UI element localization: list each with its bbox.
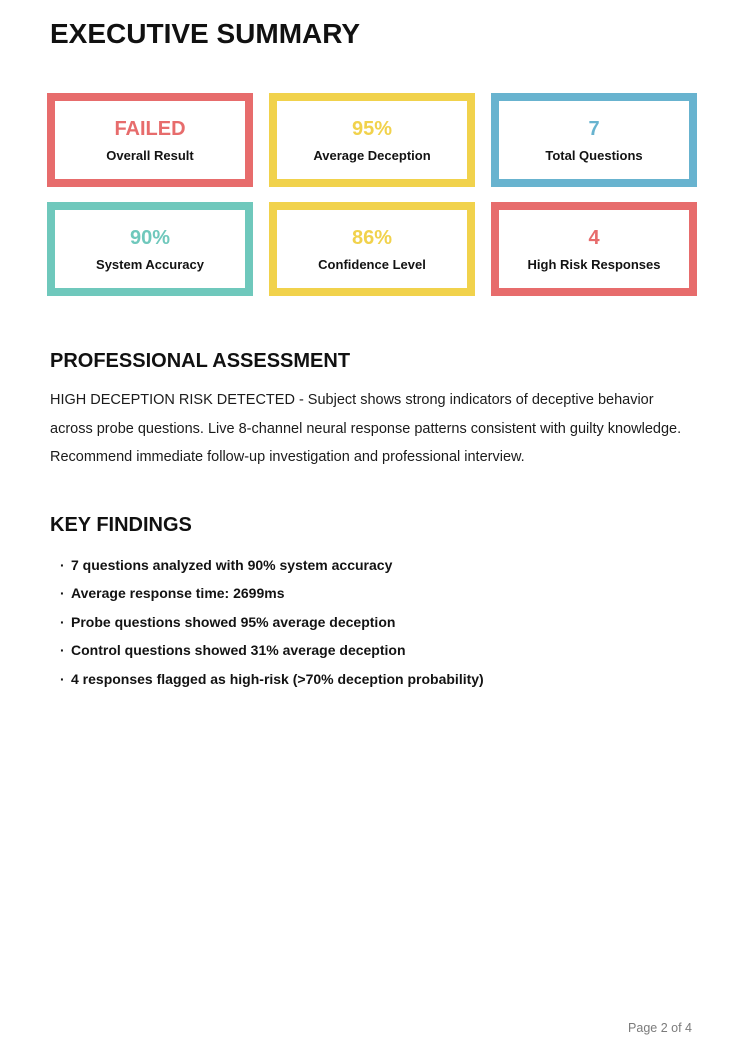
metric-value: 95% bbox=[351, 117, 393, 140]
metric-card-total-questions bbox=[491, 93, 697, 187]
key-finding-item bbox=[60, 608, 697, 637]
assessment-text: HIGH DECEPTION RISK DETECTED - Subject shows strong indicators of deceptive behavior across probe questions. Live 8-channel neural response patterns consistent with guilty knowledge. Recommend immediate follow-up investigation and professional interview. bbox=[50, 392, 682, 465]
metric-card-confidence-level bbox=[269, 202, 475, 296]
metric-value: FAILED bbox=[114, 117, 186, 140]
metric-label: Total Questions bbox=[545, 147, 643, 163]
page-number: Page 2 of 4 bbox=[628, 1021, 692, 1035]
section-heading-key-findings: KEY FINDINGS bbox=[50, 513, 192, 536]
key-finding-text: Control questions showed 31% average deception bbox=[71, 642, 406, 658]
key-finding-text: Probe questions showed 95% average deception bbox=[71, 613, 396, 630]
metric-label: High Risk Responses bbox=[527, 256, 661, 272]
key-finding-text: Average response time: 2699ms bbox=[71, 585, 285, 601]
metric-value: 7 bbox=[588, 117, 600, 140]
key-finding-text: 4 responses flagged as high-risk (>70% deception probability) bbox=[71, 670, 484, 687]
metric-card-system-accuracy bbox=[47, 202, 253, 296]
metric-label: System Accuracy bbox=[96, 256, 204, 272]
metric-card-average-deception bbox=[269, 93, 475, 187]
report-content bbox=[0, 18, 743, 693]
metric-label: Overall Result bbox=[106, 147, 194, 163]
key-finding-item bbox=[60, 551, 697, 580]
metric-card-high-risk-responses bbox=[491, 202, 697, 296]
page-title: EXECUTIVE SUMMARY bbox=[50, 18, 361, 49]
metric-card-overall-result bbox=[47, 93, 253, 187]
metric-value: 90% bbox=[129, 226, 171, 249]
metrics-grid bbox=[47, 93, 697, 296]
key-finding-item bbox=[60, 579, 697, 608]
metric-value: 4 bbox=[588, 226, 600, 249]
key-finding-text: 7 questions analyzed with 90% system accuracy bbox=[71, 556, 393, 573]
metric-label: Average Deception bbox=[313, 147, 431, 163]
section-heading-professional-assessment: PROFESSIONAL ASSESSMENT bbox=[50, 350, 351, 372]
key-finding-item bbox=[60, 665, 697, 694]
key-findings-list bbox=[47, 551, 697, 694]
metric-value: 86% bbox=[351, 226, 393, 249]
metric-label: Confidence Level bbox=[318, 256, 426, 272]
key-finding-item bbox=[60, 636, 697, 665]
report-page bbox=[0, 18, 743, 1062]
